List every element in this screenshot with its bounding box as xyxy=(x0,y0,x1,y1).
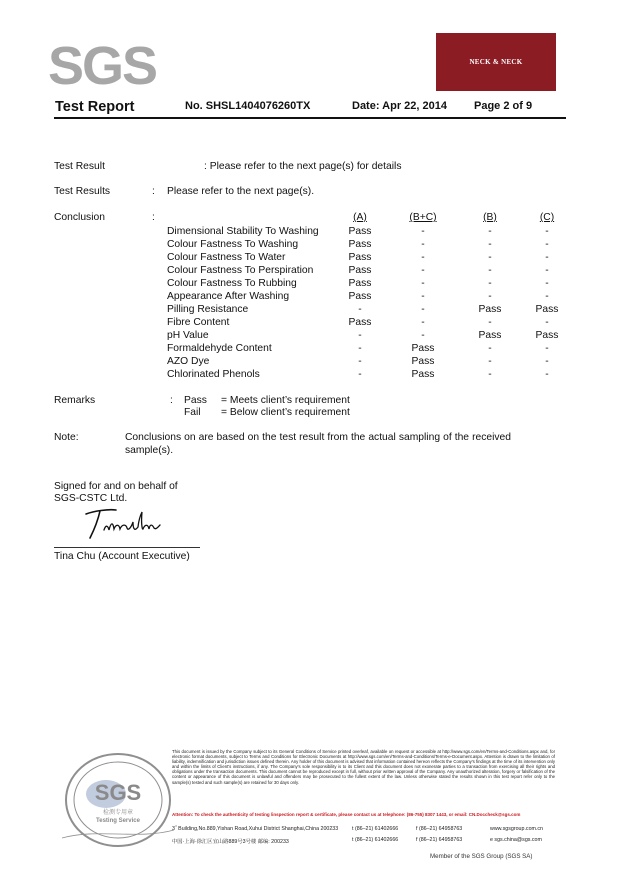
cell-bc: - xyxy=(421,317,425,328)
footer-website: www.sgsgroup.com.cn xyxy=(490,826,543,832)
row-item: Dimensional Stability To Washing xyxy=(167,226,319,237)
cell-bc: - xyxy=(421,252,425,263)
footer-fax-cn: f (86–21) 64958763 xyxy=(416,837,463,843)
row-item: pH Value xyxy=(167,330,209,341)
cell-c: - xyxy=(545,317,549,328)
cell-bc: - xyxy=(421,278,425,289)
row-item: Appearance After Washing xyxy=(167,291,290,302)
column-header-b: (B) xyxy=(483,212,497,223)
cell-b: - xyxy=(488,252,492,263)
row-item: Colour Fastness To Washing xyxy=(167,239,299,250)
cell-a: - xyxy=(358,369,362,380)
cell-c: - xyxy=(545,226,549,237)
footer-address-cn: 中国·上海·徐汇区宜山路889号3号楼 邮编: 200233 xyxy=(172,839,289,845)
cell-a: - xyxy=(358,330,362,341)
cell-c: - xyxy=(545,239,549,250)
cell-bc: Pass xyxy=(411,356,435,367)
report-date: Date: Apr 22, 2014 xyxy=(352,100,447,112)
note-text: Conclusions on are based on the test result from the actual sampling of the received sample(s). xyxy=(125,432,511,456)
cell-c: Pass xyxy=(535,330,559,341)
header-rule xyxy=(54,117,566,119)
cell-b: - xyxy=(488,343,492,354)
cell-a: Pass xyxy=(348,226,372,237)
seal-cn-text: 检测专用章 xyxy=(102,809,134,816)
cell-c: Pass xyxy=(535,304,559,315)
handwritten-signature xyxy=(78,500,168,542)
remarks-label: Remarks xyxy=(54,395,96,406)
report-number: No. SHSL1404076260TX xyxy=(185,100,311,112)
signature-line xyxy=(54,547,200,548)
remarks-colon: : xyxy=(170,395,173,406)
cell-b: - xyxy=(488,226,492,237)
conclusion-colon: : xyxy=(152,212,155,223)
row-item: AZO Dye xyxy=(167,356,210,367)
cell-a: Pass xyxy=(348,317,372,328)
cell-bc: - xyxy=(421,265,425,276)
cell-a: - xyxy=(358,304,362,315)
remarks-fail-text: = Below client’s requirement xyxy=(221,407,350,418)
cell-a: Pass xyxy=(348,291,372,302)
cell-bc: - xyxy=(421,330,425,341)
cell-b: - xyxy=(488,369,492,380)
seal-center-text: SGS xyxy=(94,780,142,805)
row-item: Formaldehyde Content xyxy=(167,343,272,354)
cell-b: - xyxy=(488,239,492,250)
cell-bc: - xyxy=(421,226,425,237)
company-name: SGS-CSTC Ltd. xyxy=(54,493,128,504)
cell-bc: - xyxy=(421,239,425,250)
cell-c: - xyxy=(545,343,549,354)
signed-for-text: Signed for and on behalf of xyxy=(54,481,178,492)
test-results-label: Test Results xyxy=(54,186,111,197)
column-header-c: (C) xyxy=(539,212,555,223)
cell-b: - xyxy=(488,278,492,289)
seal-en-text: Testing Service xyxy=(96,818,140,824)
footer-disclaimer: This document is issued by the Company subject to its General Conditions of Service printed overleaf, available on request or accessible at http://www.sgs.com/en/Terms-and-Conditions.aspx and, for electronic format documents, subject to Terms and Conditions for Electronic Documents at http://www.sgs.com/en/Terms-and-Conditions/Terms-e-Document.aspx. Attention is drawn to the limitation of liability, indemnification and jurisdiction issues defined therein. Any holder of this document is advised that information contained hereon reflects the Company's findings at the time of its intervention only and within the limits of Client's instructions, if any. The Company's sole responsibility is to its Client and this document does not exonerate parties to a transaction from exercising all their rights and obligations under the transaction documents. This document cannot be reproduced except in full, without prior written approval of the Company. Any unauthorized alteration, forgery or falsification of the content or appearance of this document is unlawful and offenders may be prosecuted to the fullest extent of the law. Unless otherwise stated the results shown in this test report refer only to the sample(s) tested and such sample(s) are retained for 30 days only. xyxy=(172,749,555,785)
cell-c: - xyxy=(545,265,549,276)
row-item: Chlorinated Phenols xyxy=(167,369,260,380)
cell-b: - xyxy=(488,356,492,367)
note-label: Note: xyxy=(54,432,79,443)
row-item: Colour Fastness To Perspiration xyxy=(167,265,314,276)
footer-phone-en: t (86–21) 61402666 xyxy=(352,826,399,832)
sgs-logo-text: SGS xyxy=(48,36,157,96)
cell-bc: Pass xyxy=(411,369,435,380)
footer-address-en: 3˝ Building,No.889,Yishan Road,Xuhui District Shanghai,China 200233 xyxy=(172,826,339,832)
row-item: Fibre Content xyxy=(167,317,230,328)
cell-a: Pass xyxy=(348,278,372,289)
row-item: Pilling Resistance xyxy=(167,304,249,315)
sgs-logo xyxy=(48,36,157,96)
cell-a: Pass xyxy=(348,265,372,276)
cell-bc: Pass xyxy=(411,343,435,354)
cell-c: - xyxy=(545,278,549,289)
test-results-value: Please refer to the next page(s). xyxy=(167,186,315,197)
cell-b: - xyxy=(488,265,492,276)
conclusion-label: Conclusion xyxy=(54,212,105,223)
remarks-pass-text: = Meets client’s requirement xyxy=(221,395,350,406)
cell-bc: - xyxy=(421,304,425,315)
footer-member-text: Member of the SGS Group (SGS SA) xyxy=(430,853,533,860)
cell-c: - xyxy=(545,252,549,263)
column-header-bc: (B+C) xyxy=(409,212,437,223)
footer-fax-en: f (86–21) 64958763 xyxy=(416,826,463,832)
cell-a: - xyxy=(358,356,362,367)
cell-b: - xyxy=(488,317,492,328)
footer-phone-cn: t (86–21) 61402666 xyxy=(352,837,399,843)
cell-c: - xyxy=(545,291,549,302)
row-item: Colour Fastness To Rubbing xyxy=(167,278,297,289)
cell-a: Pass xyxy=(348,239,372,250)
test-results-colon: : xyxy=(152,186,155,197)
cell-a: Pass xyxy=(348,252,372,263)
brand-label: NECK & NECK xyxy=(436,33,556,91)
testing-seal-stamp xyxy=(58,750,176,850)
cell-b: Pass xyxy=(478,330,502,341)
page-title: Test Report xyxy=(55,99,135,115)
page-number: Page 2 of 9 xyxy=(474,100,533,112)
footer-email: e sgs.china@sgs.com xyxy=(490,837,542,843)
cell-b: - xyxy=(488,291,492,302)
cell-b: Pass xyxy=(478,304,502,315)
cell-c: - xyxy=(545,356,549,367)
cell-a: - xyxy=(358,343,362,354)
row-item: Colour Fastness To Water xyxy=(167,252,286,263)
test-result-value: : Please refer to the next page(s) for details xyxy=(204,161,402,172)
remarks-fail-key: Fail xyxy=(184,407,201,418)
remarks-pass-key: Pass xyxy=(184,395,207,406)
footer-attention: Attention: To check the authenticity of testing /inspection report & certificate, please contact us at telephone: (86-755) 8307 1443, or email: CN.Doccheck@sgs.com xyxy=(172,812,521,817)
signer-name: Tina Chu (Account Executive) xyxy=(54,551,190,562)
cell-c: - xyxy=(545,369,549,380)
column-header-a: (A) xyxy=(353,212,367,223)
cell-bc: - xyxy=(421,291,425,302)
test-result-label: Test Result xyxy=(54,161,105,172)
